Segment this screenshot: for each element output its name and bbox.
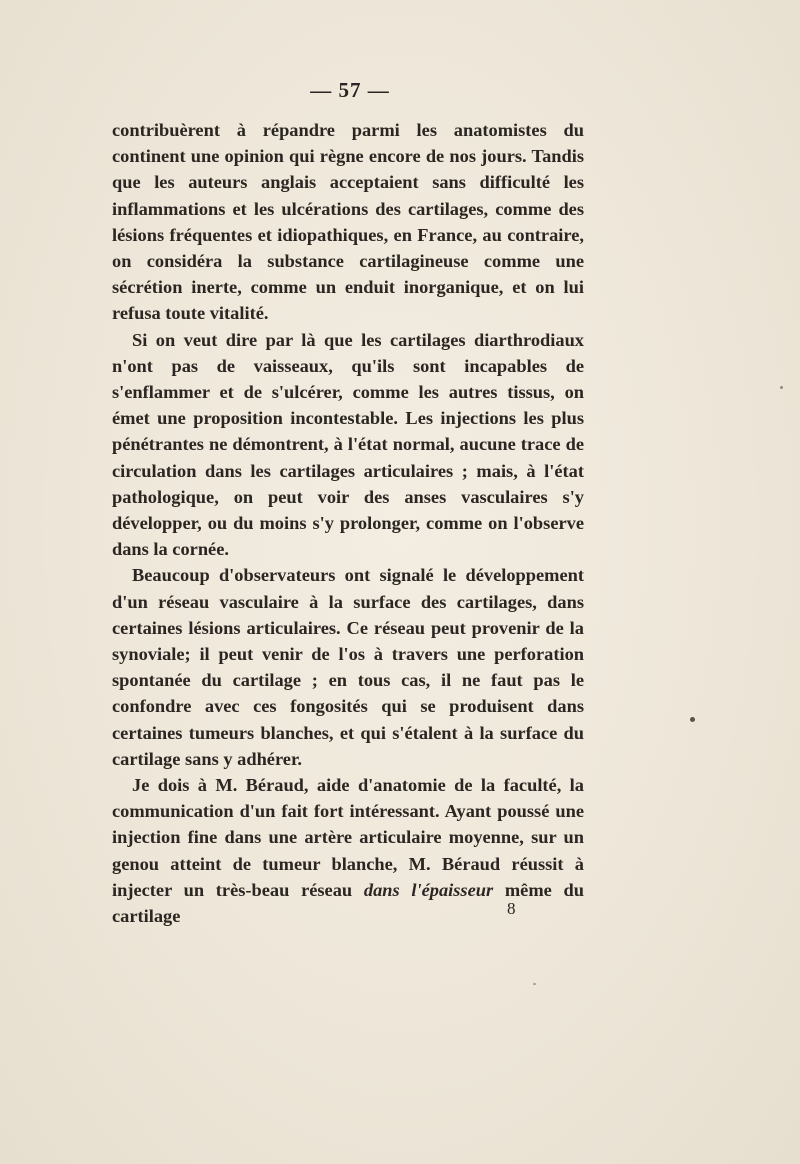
paragraph-4-text-end: même du cartilage	[112, 879, 584, 927]
paragraph-3: Beaucoup d'observateurs ont signalé le développement d'un réseau vasculaire à la surface des cartilages, dans certaines lésions articulaires. Ce réseau peut provenir de la synoviale; il peut venir de l'os à travers une perforation spontanée du cartilage ; en tous cas, il ne faut pas le confondre avec ces fongosités qui se produisent dans certaines tumeurs blanches, et qui s'étalent à la surface du cartilage sans y adhérer.	[112, 565, 584, 769]
body-text	[112, 117, 584, 929]
paragraph-4-text: Je dois à M. Béraud, aide d'anatomie de la faculté, la communication d'un fait fort intéressant. Ayant poussé une injection fine dans une artère articulaire moyenne, sur un genou atteint de tumeur blanche, M. Béraud réussit à injecter un très-beau réseau	[112, 775, 584, 900]
paragraph-2: Si on veut dire par là que les cartilages diarthrodiaux n'ont pas de vaisseaux, qu'ils sont incapables de s'enflammer et de s'ulcérer, comme les autres tissus, on émet une proposition incontestable. Les injections les plus pénétrantes ne démontrent, à l'état normal, aucune trace de circulation dans les cartilages articulaires ; mais, à l'état pathologique, on peut voir des anses vasculaires s'y développer, ou du moins s'y prolonger, comme on l'observe dans la cornée.	[112, 329, 584, 560]
page-number: — 57 —	[310, 78, 390, 102]
paragraph-4-italic: dans l'épaisseur	[363, 879, 494, 900]
paper-speck	[690, 717, 695, 722]
paper-speck	[780, 386, 783, 389]
paragraph-1: contribuèrent à répandre parmi les anatomistes du continent une opinion qui règne encore de nos jours. Tandis que les auteurs anglais acceptaient sans difficulté les inflammations et les ulcérations des cartilages, comme des lésions fréquentes et idiopathiques, en France, au contraire, on considéra la substance cartilagineuse comme une sécrétion inerte, comme un enduit inorganique, et on lui refusa toute vitalité.	[112, 120, 584, 324]
paper-speck	[533, 983, 536, 985]
signature-mark: 8	[507, 899, 516, 918]
